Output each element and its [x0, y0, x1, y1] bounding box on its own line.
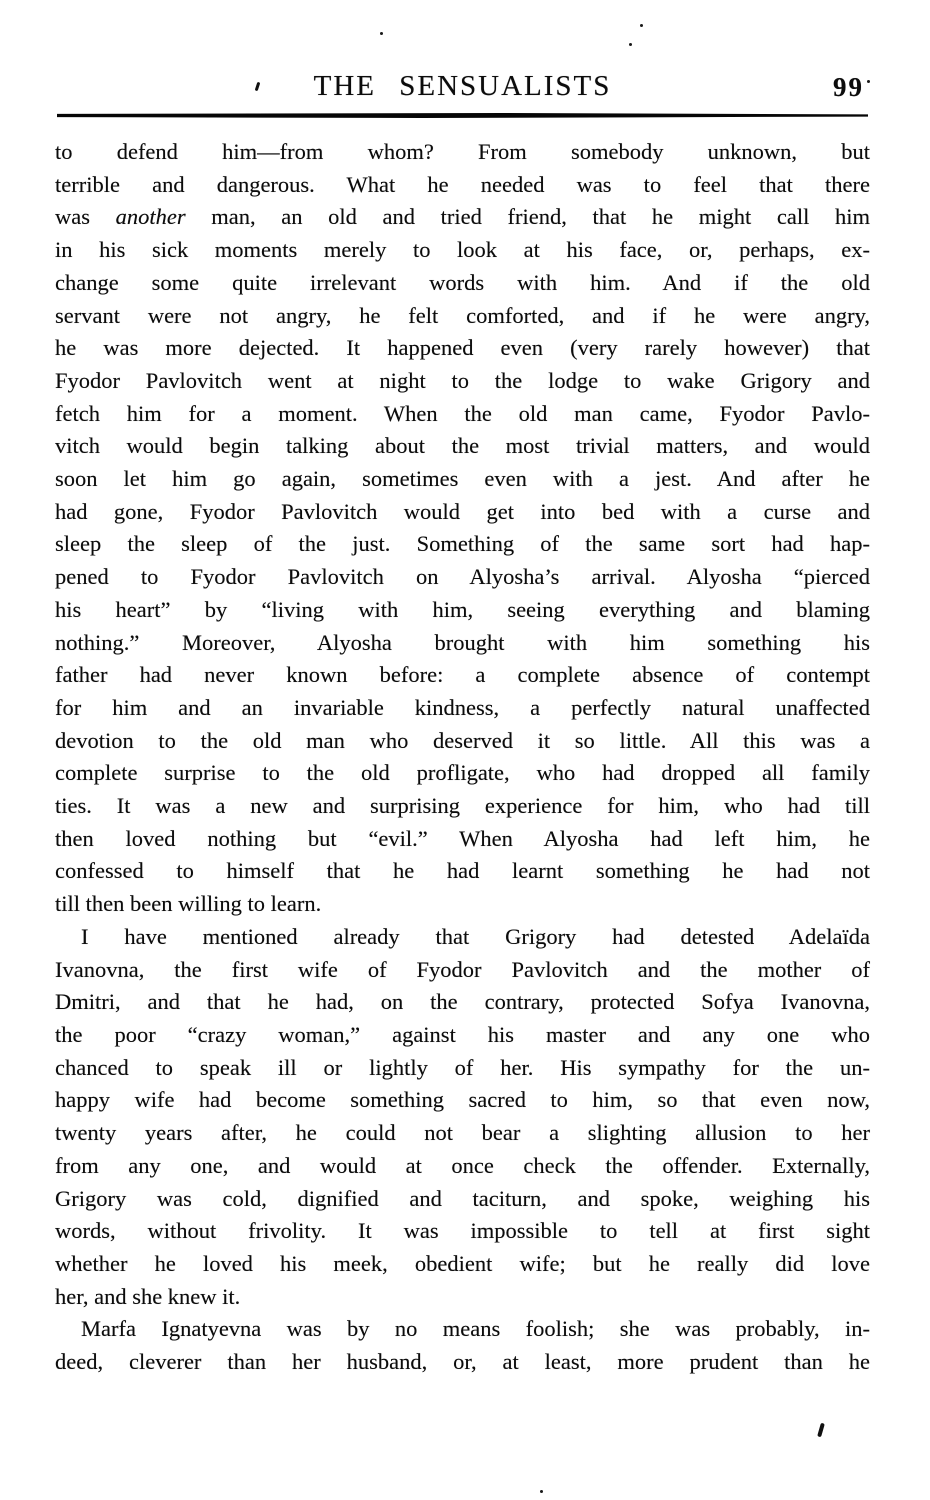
text-line: he was more dejected. It happened even (very rarely however) that — [55, 335, 870, 361]
text-line: pened to Fyodor Pavlovitch on Alyosha’s arrival. Alyosha “pierced — [55, 564, 870, 590]
ink-speck — [540, 1490, 543, 1493]
text-line: from any one, and would at once check the offender. Externally, — [55, 1152, 870, 1178]
text-block — [55, 136, 870, 1379]
text-line: her, and she knew it. — [55, 1283, 241, 1309]
text-line: deed, cleverer than her husband, or, at least, more prudent than he — [55, 1349, 870, 1375]
text-line: complete surprise to the old profligate, who had dropped all family — [55, 760, 870, 786]
text-line: Ivanovna, the first wife of Fyodor Pavlovitch and the mother of — [55, 956, 870, 982]
text-line: servant were not angry, he felt comforted, and if he were angry, — [55, 302, 870, 328]
text-line: vitch would begin talking about the most trivial matters, and would — [55, 433, 870, 459]
text-line: confessed to himself that he had learnt something he had not — [55, 858, 870, 884]
text-line: nothing.” Moreover, Alyosha brought with him something his — [55, 629, 870, 655]
text-line: to defend him—from whom? From somebody unknown, but — [55, 139, 870, 164]
header-rule — [57, 113, 868, 118]
text-line: was another man, an old and tried friend, that he might call him — [55, 204, 871, 230]
ink-speck — [380, 32, 383, 35]
text-line: I have mentioned already that Grigory had detested Adelaïda — [81, 923, 870, 949]
text-line: sleep the sleep of the just. Something of the same sort had hap- — [55, 531, 870, 557]
text-line: till then been willing to learn. — [55, 891, 322, 917]
text-line: had gone, Fyodor Pavlovitch would get into bed with a curse and — [55, 498, 870, 524]
ink-speck — [867, 80, 870, 83]
text-line: words, without frivolity. It was impossible to tell at first sight — [55, 1218, 870, 1244]
ink-mark — [817, 1423, 825, 1438]
text-line: ties. It was a new and surprising experience for him, who had till — [55, 793, 870, 819]
text-line: fetch him for a moment. When the old man came, Fyodor Pavlo- — [55, 400, 870, 426]
text-line: soon let him go again, sometimes even with a jest. And after he — [55, 466, 870, 492]
ink-speck — [629, 43, 632, 46]
text-line: devotion to the old man who deserved it so little. All this was a — [55, 727, 870, 753]
text-line: twenty years after, he could not bear a slighting allusion to her — [55, 1120, 870, 1146]
text-line: father had never known before: a complete absence of contempt — [55, 662, 870, 688]
text-line: Dmitri, and that he had, on the contrary, protected Sofya Ivanovna, — [55, 989, 870, 1015]
text-line: Fyodor Pavlovitch went at night to the lodge to wake Grigory and — [55, 367, 870, 393]
page-number: 99 — [833, 72, 864, 102]
running-header — [55, 70, 870, 106]
ink-speck — [640, 24, 643, 27]
text-line: whether he loved his meek, obedient wife; but he really did love — [55, 1250, 870, 1276]
text-line: then loved nothing but “evil.” When Alyosha had left him, he — [55, 825, 870, 851]
page-title: THE SENSUALISTS — [313, 70, 612, 102]
text-line: Marfa Ignatyevna was by no means foolish; she was probably, in- — [81, 1316, 870, 1342]
text-line: change some quite irrelevant words with him. And if the old — [55, 269, 870, 295]
text-line: in his sick moments merely to look at his face, or, perhaps, ex- — [55, 237, 870, 263]
text-line: chanced to speak ill or lightly of her. His sympathy for the un- — [55, 1054, 870, 1080]
text-line: the poor “crazy woman,” against his master and any one who — [55, 1021, 870, 1047]
text-line: happy wife had become something sacred to him, so that even now, — [55, 1087, 870, 1113]
text-line: his heart” by “living with him, seeing everything and blaming — [55, 596, 870, 622]
text-line: for him and an invariable kindness, a perfectly natural unaffected — [55, 694, 870, 720]
text-line: terrible and dangerous. What he needed was to feel that there — [55, 171, 870, 197]
text-line: Grigory was cold, dignified and taciturn, and spoke, weighing his — [55, 1185, 870, 1211]
